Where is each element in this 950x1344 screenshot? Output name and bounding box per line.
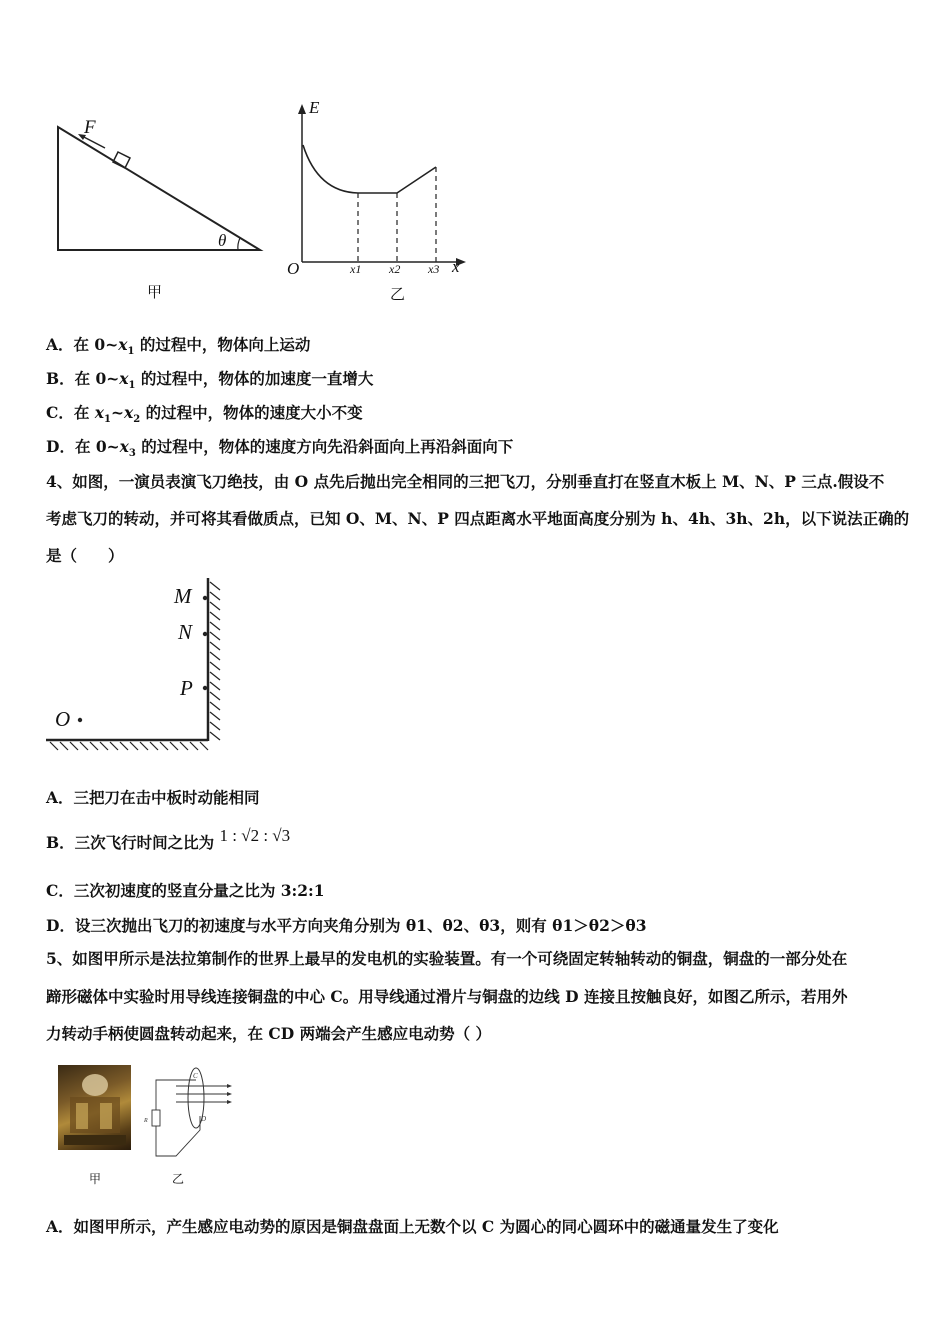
q4-stem-line3: 是（ ） (46, 546, 124, 565)
y-axis-label: E (309, 98, 320, 117)
q4-option-c: C．三次初速度的竖直分量之比为 3:2:1 (46, 881, 325, 900)
energy-graph (280, 100, 480, 300)
q3-option-a: A．在 $0\sim x_1$ 的过程中，物体向上运动 (46, 335, 311, 358)
figure-jia-caption-q5: 甲 (89, 1172, 102, 1186)
q3-option-d: D．在 $0\sim x_3$ 的过程中，物体的速度方向先沿斜面向上再沿斜面向下 (46, 437, 514, 460)
point-p-label: P (180, 676, 193, 700)
q4-stem-line1: 4、如图，一演员表演飞刀绝技，由 O 点先后抛出完全相同的三把飞刀，分别垂直打在竖直木板上 M、N、P 三点.假设不 (46, 472, 885, 491)
q5-stem-line3: 力转动手柄使圆盘转动起来，在 CD 两端会产生感应电动势（ ） (46, 1024, 491, 1043)
svg-text:D: D (201, 1115, 207, 1123)
copper-disk-circuit (140, 1058, 245, 1163)
tick-label-x3: x3 (428, 262, 440, 276)
figure-yi-caption-q5: 乙 (172, 1172, 185, 1186)
figure-yi-caption: 乙 (390, 285, 406, 303)
point-o-label: O (55, 707, 71, 731)
point-n-label: N (178, 620, 193, 644)
q4-stem-line2: 考虑飞刀的转动，并可将其看做质点，已知 O、M、N、P 四点距离水平地面高度分别为 h、4h、3h、2h，以下说法正确的 (46, 509, 910, 528)
force-label: F (84, 117, 96, 138)
point-m-label: M (174, 584, 192, 608)
angle-label: θ (218, 231, 227, 250)
x-axis-label: x (452, 257, 460, 276)
q3-option-b: B．在 $0\sim x_1$ 的过程中，物体的加速度一直增大 (46, 369, 374, 392)
q4-option-a: A．三把刀在击中板时动能相同 (46, 788, 260, 807)
q5-stem-line2: 蹄形磁体中实验时用导线连接铜盘的中心 C。用导线通过滑片与铜盘的边线 D 连接且按触良好，如图乙所示，若用外 (46, 987, 848, 1006)
origin-label: O (287, 259, 300, 278)
faraday-generator-photo (58, 1065, 131, 1150)
figure-jia-caption: 甲 (147, 283, 163, 301)
svg-text:C: C (193, 1072, 198, 1080)
q5-stem-line1: 5、如图甲所示是法拉第制作的世界上最早的发电机的实验装置。有一个可绕固定转轴转动的铜盘，铜盘的一部分处在 (46, 949, 848, 968)
q4-option-b: B．三次飞行时间之比为 1 : √2 : √3 (46, 826, 291, 852)
tick-label-x2: x2 (389, 262, 401, 276)
svg-text:R: R (144, 1118, 148, 1124)
incline-diagram (50, 110, 270, 310)
tick-label-x1: x1 (350, 262, 362, 276)
q4-option-d: D．设三次抛出飞刀的初速度与水平方向夹角分别为 θ1、θ2、θ3，则有 θ1＞θ2＞θ3 (46, 916, 647, 935)
q3-option-c: C．在 $x_1\sim x_2$ 的过程中，物体的速度大小不变 (46, 403, 363, 426)
q5-option-a: A．如图甲所示，产生感应电动势的原因是铜盘盘面上无数个以 C 为圆心的同心圆环中的磁通量发生了变化 (46, 1217, 779, 1236)
time-ratio-formula: 1 : √2 : √3 (219, 826, 291, 845)
